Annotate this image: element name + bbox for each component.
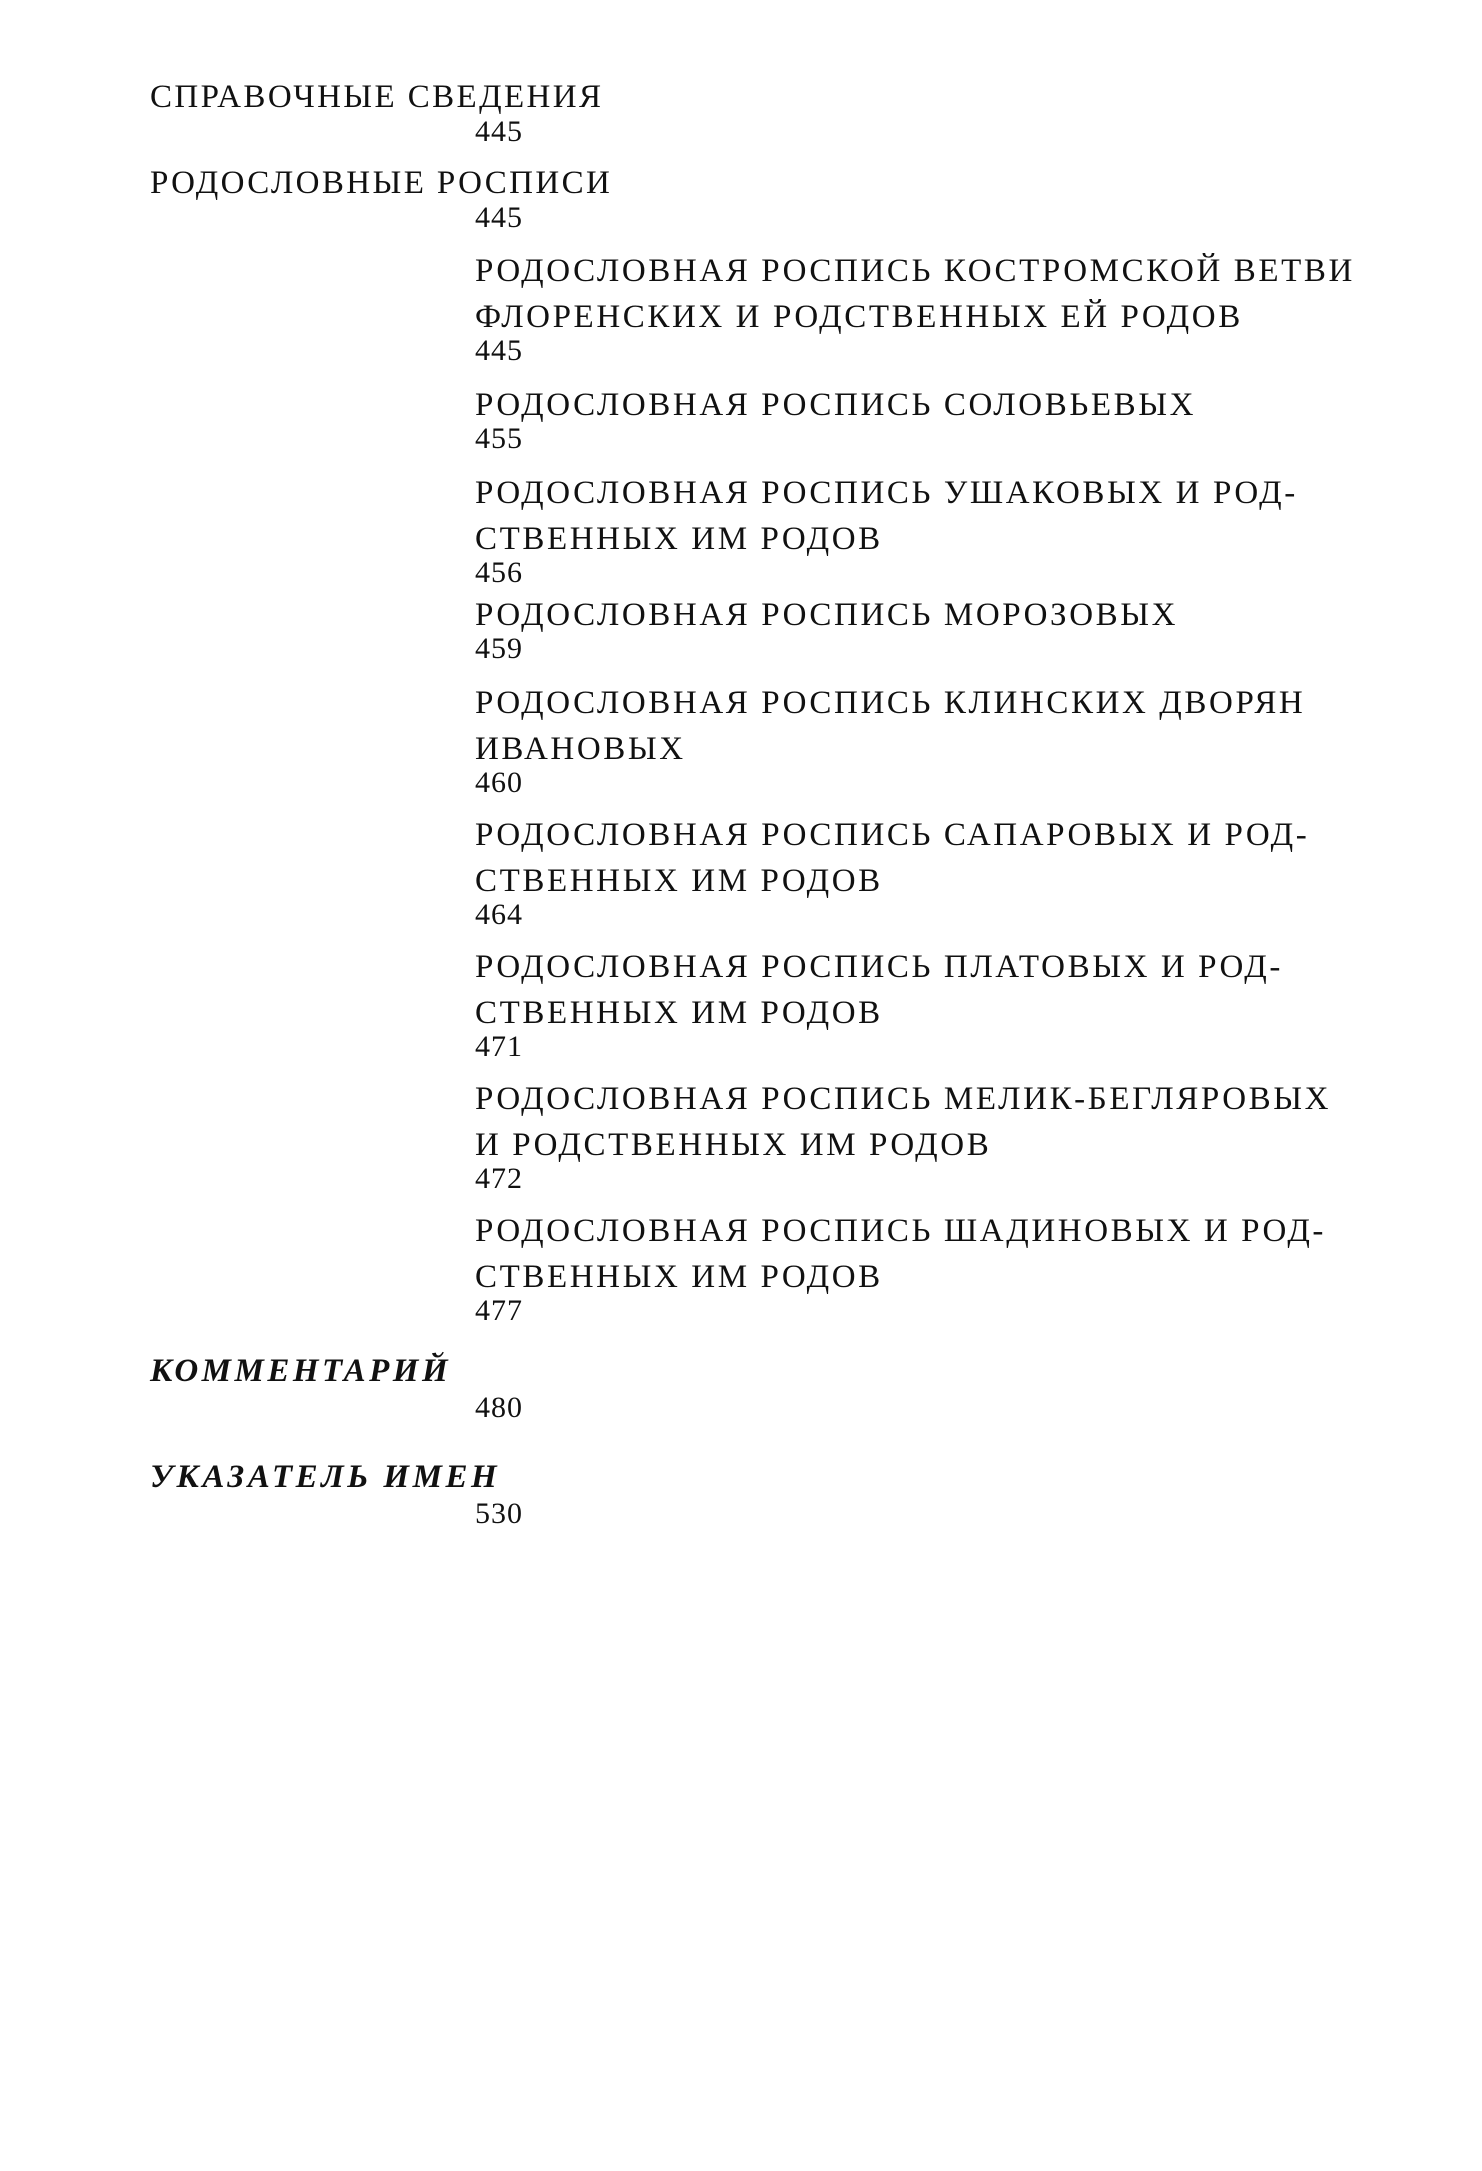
toc-entry-line: РОДОСЛОВНАЯ РОСПИСЬ КОСТРОМСКОЙ ВЕТВИ: [475, 253, 1355, 289]
toc-page-number: 459: [475, 632, 523, 665]
toc-entry: [475, 470, 1335, 588]
toc-entry: [475, 812, 1335, 930]
toc-page-number: 460: [475, 766, 523, 799]
toc-entry-line: РОДОСЛОВНАЯ РОСПИСЬ ШАДИНОВЫХ И РОД-: [475, 1213, 1327, 1249]
toc-page-number: 455: [475, 422, 523, 455]
toc-page-number: 530: [475, 1497, 523, 1530]
toc-entry-line: СТВЕННЫХ ИМ РОДОВ: [475, 863, 883, 899]
toc-entry-line: РОДОСЛОВНАЯ РОСПИСЬ УШАКОВЫХ И РОД-: [475, 475, 1298, 511]
toc-entry-line: РОДОСЛОВНАЯ РОСПИСЬ СОЛОВЬЕВЫХ: [475, 387, 1197, 423]
toc-entry-line: СТВЕННЫХ ИМ РОДОВ: [475, 1259, 883, 1295]
toc-entry-line: ФЛОРЕНСКИХ И РОДСТВЕННЫХ ЕЙ РОДОВ: [475, 299, 1243, 335]
toc-entry: [475, 944, 1335, 1062]
toc-page-number: 464: [475, 898, 523, 931]
toc-entry-line: СТВЕННЫХ ИМ РОДОВ: [475, 995, 883, 1031]
toc-page-number: 471: [475, 1030, 523, 1063]
toc-entry-line: РОДОСЛОВНАЯ РОСПИСЬ ПЛАТОВЫХ И РОД-: [475, 949, 1283, 985]
toc-heading-commentary: КОММЕНТАРИЙ: [150, 1353, 452, 1389]
toc-entry: [475, 1208, 1335, 1326]
toc-page-number: 477: [475, 1294, 523, 1327]
toc-page-number: 445: [475, 334, 523, 367]
toc-entry: [475, 680, 1335, 798]
toc-entry-line: РОДОСЛОВНАЯ РОСПИСЬ МОРОЗОВЫХ: [475, 597, 1179, 633]
toc-entry-line: РОДОСЛОВНАЯ РОСПИСЬ КЛИНСКИХ ДВОРЯН: [475, 685, 1306, 721]
toc-entry-line: И РОДСТВЕННЫХ ИМ РОДОВ: [475, 1127, 992, 1163]
toc-entry: [475, 382, 1335, 454]
toc-page-number: 445: [475, 201, 523, 234]
toc-heading-name-index: УКАЗАТЕЛЬ ИМЕН: [150, 1459, 501, 1495]
toc-entry-line: РОДОСЛОВНАЯ РОСПИСЬ САПАРОВЫХ И РОД-: [475, 817, 1310, 853]
toc-page-number: 480: [475, 1391, 523, 1424]
toc-entry: [475, 1076, 1335, 1194]
toc-heading-reference: СПРАВОЧНЫЕ СВЕДЕНИЯ: [150, 79, 604, 115]
toc-entry-line: РОДОСЛОВНАЯ РОСПИСЬ МЕЛИК-БЕГЛЯРОВЫХ: [475, 1081, 1332, 1117]
toc-entry-line: СТВЕННЫХ ИМ РОДОВ: [475, 521, 883, 557]
toc-heading-genealogies: РОДОСЛОВНЫЕ РОСПИСИ: [150, 165, 613, 201]
toc-entry: [475, 592, 1335, 664]
toc-page-number: 456: [475, 556, 523, 589]
toc-page-number: 445: [475, 115, 523, 148]
toc-entry: [475, 248, 1355, 367]
toc-page-number: 472: [475, 1162, 523, 1195]
toc-entry-line: ИВАНОВЫХ: [475, 731, 686, 767]
